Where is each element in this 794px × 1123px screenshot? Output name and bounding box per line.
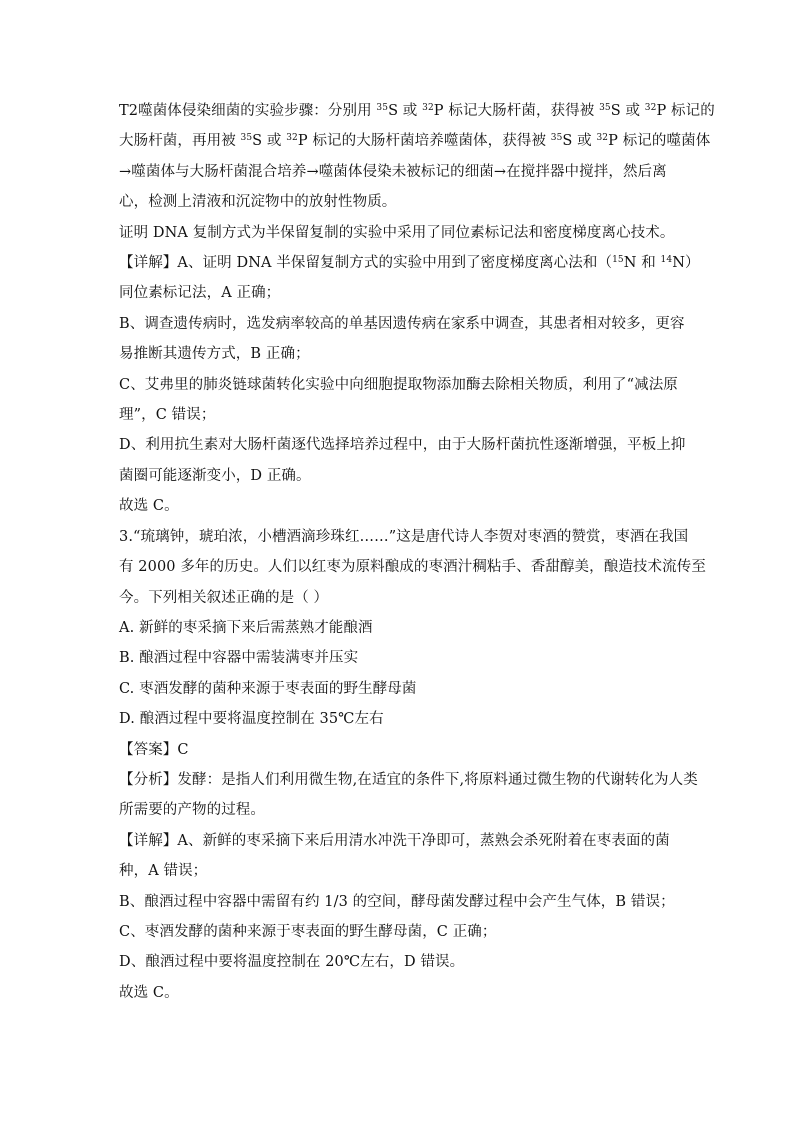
- text-span: 心，检测上清液和沉淀物中的放射性物质。: [119, 194, 397, 211]
- text-span: 【详解】A、新鲜的枣采摘下来后用清水冲洗干净即可，蒸熟会杀死附着在枣表面的菌: [119, 832, 670, 849]
- text-line: [119, 643, 679, 673]
- text-span: 菌圈可能逐渐变小，D 正确。: [119, 467, 311, 484]
- text-line: [119, 552, 706, 582]
- superscript: 35: [376, 103, 389, 113]
- text-span: 理”，C 错误；: [119, 407, 216, 424]
- text-span: P 标记大肠杆菌，获得被: [433, 103, 600, 119]
- text-line: [119, 400, 679, 430]
- text-span: 【详解】A、证明 DNA 半保留复制方式的实验中用到了密度梯度离心法和（: [119, 255, 613, 272]
- text-span: 易推断其遗传方式，B 正确；: [119, 346, 310, 363]
- text-line: [119, 491, 679, 521]
- text-span: D、酿酒过程中要将温度控制在 20℃左右，D 错误。: [119, 954, 465, 971]
- text-span: A. 新鲜的枣采摘下来后需蒸熟才能酿酒: [119, 619, 373, 636]
- text-line: [119, 218, 679, 248]
- text-span: 故选 C。: [119, 498, 179, 515]
- text-span: B. 酿酒过程中容器中需装满枣并压实: [119, 650, 359, 667]
- text-span: 大肠杆菌，再用被: [119, 133, 241, 150]
- text-line: [119, 856, 679, 886]
- text-span: 【答案】C: [119, 741, 189, 758]
- text-span: →噬菌体与大肠杆菌混合培养→噬菌体侵染未被标记的细菌→在搅拌器中搅拌，然后离: [119, 163, 667, 180]
- text-line: [119, 735, 679, 765]
- text-line: [119, 917, 679, 947]
- text-line: [119, 522, 689, 552]
- superscript: 32: [596, 133, 609, 144]
- text-line: [119, 248, 700, 278]
- text-span: 今。下列相关叙述正确的是（ ）: [119, 589, 329, 606]
- text-span: C. 枣酒发酵的菌种来源于枣表面的野生酵母菌: [119, 680, 417, 697]
- document-page: [119, 96, 715, 1008]
- text-line: [119, 126, 711, 156]
- superscript: 32: [286, 133, 298, 144]
- text-span: B、调查遗传病时，选发病率较高的单基因遗传病在家系中调查，其患者相对较多，更容: [119, 315, 685, 332]
- text-span: 证明 DNA 复制方式为半保留复制的实验中采用了同位素标记法和密度梯度离心技术。: [119, 224, 675, 241]
- text-span: S 或: [388, 103, 423, 119]
- text-span: N 和: [623, 255, 661, 272]
- text-line: [119, 674, 679, 704]
- superscript: 32: [422, 103, 434, 113]
- text-line: [119, 430, 686, 460]
- text-span: P 标记的: [656, 103, 715, 119]
- text-span: 有 2000 多年的历史。人们以红枣为原料酿成的枣酒汁稠粘手、香甜醇美，酿造技术流传至: [119, 559, 706, 576]
- superscript: 14: [660, 255, 673, 266]
- text-span: 3.“琉璃钟，琥珀浓，小槽酒滴珍珠红……”这是唐代诗人李贺对枣酒的赞赏，枣酒在我国: [119, 528, 689, 545]
- text-line: [119, 187, 679, 217]
- superscript: 32: [644, 103, 657, 113]
- text-span: C、枣酒发酵的菌种来源于枣表面的野生酵母菌，C 正确；: [119, 923, 497, 940]
- text-span: P 标记的大肠杆菌培养噬菌体，获得被: [297, 133, 551, 150]
- text-span: T2噬菌体侵染细菌的实验步骤：分别用: [119, 103, 377, 119]
- text-span: N）: [672, 255, 700, 272]
- superscript: 35: [550, 133, 563, 144]
- text-line: [119, 278, 679, 308]
- text-span: 种，A 错误；: [119, 863, 208, 880]
- text-span: D、利用抗生素对大肠杆菌逐代选择培养过程中，由于大肠杆菌抗性逐渐增强，平板上抑: [119, 437, 686, 454]
- text-line: [119, 978, 679, 1008]
- text-line: [119, 613, 679, 643]
- text-span: C、艾弗里的肺炎链球菌转化实验中向细胞提取物添加酶去除相关物质，利用了“减法原: [119, 376, 678, 393]
- text-span: S 或: [252, 133, 287, 150]
- superscript: 35: [240, 133, 253, 144]
- text-span: 故选 C。: [119, 984, 179, 1001]
- text-line: [119, 339, 679, 369]
- text-line: [119, 795, 679, 825]
- text-span: S 或: [562, 133, 597, 150]
- text-span: 【分析】发酵：是指人们利用微生物,在适宜的条件下,将原料通过微生物的代谢转化为人类: [119, 771, 698, 788]
- text-span: P 标记的噬菌体: [608, 133, 711, 150]
- text-line: [119, 826, 679, 856]
- text-line: [119, 96, 715, 126]
- text-line: [119, 887, 679, 917]
- text-line: [119, 309, 685, 339]
- text-span: S 或: [610, 103, 645, 119]
- text-line: [119, 583, 679, 613]
- text-span: 同位素标记法，A 正确；: [119, 285, 281, 302]
- text-span: 所需要的产物的过程。: [119, 802, 265, 819]
- superscript: 35: [599, 103, 611, 113]
- superscript: 15: [612, 255, 624, 266]
- text-line: [119, 947, 679, 977]
- text-span: D. 酿酒过程中要将温度控制在 35℃左右: [119, 711, 384, 728]
- text-line: [119, 461, 679, 491]
- text-line: [119, 765, 698, 795]
- text-span: B、酿酒过程中容器中需留有约 1/3 的空间，酵母菌发酵过程中会产生气体，B 错误；: [119, 893, 675, 910]
- text-line: [119, 704, 679, 734]
- text-line: [119, 370, 679, 400]
- text-line: [119, 157, 679, 187]
